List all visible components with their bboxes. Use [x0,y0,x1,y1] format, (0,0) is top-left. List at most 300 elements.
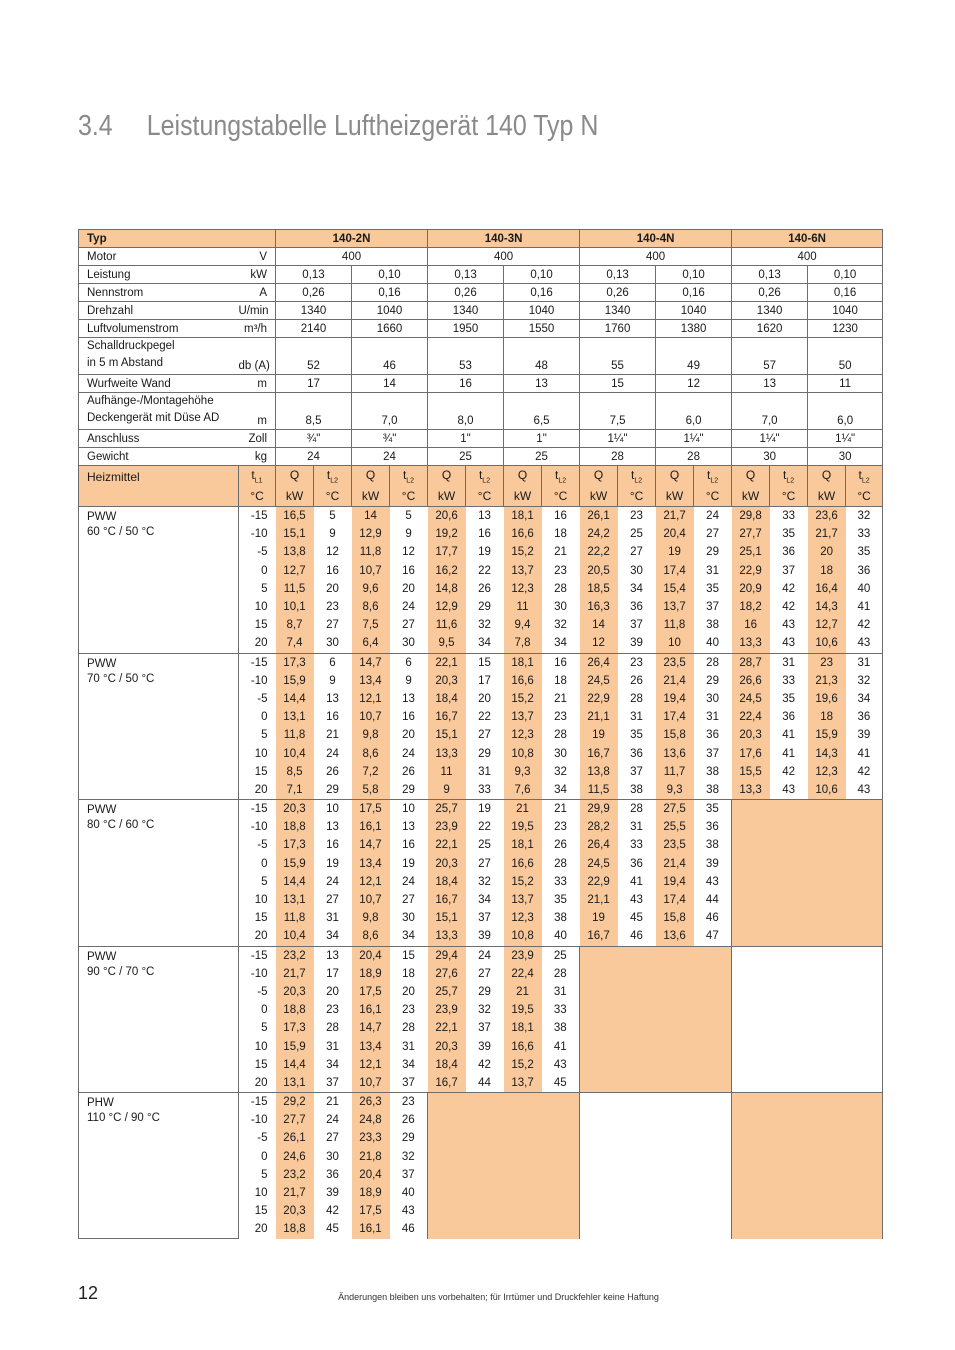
value-cell: 8,5 [276,763,314,781]
inlet-temp: 10 [239,598,276,616]
inlet-temp: 0 [239,1001,276,1019]
value-cell: 31 [542,983,580,1001]
spec-row [79,320,883,338]
value-cell: 39 [326,1187,339,1200]
column-unit: °C [781,488,796,503]
value-cell: 13,6 [656,744,694,762]
value-cell: 10,4 [276,744,314,762]
spec-value: 1¼" [656,430,732,448]
column-symbol: Q [821,468,832,483]
spec-label [79,248,239,266]
spec-value: 49 [656,338,732,375]
inlet-temp: 15 [239,909,276,927]
value-cell: 9,6 [352,580,390,598]
value-cell: 32 [554,619,567,632]
value-cell: 24 [402,875,415,888]
inlet-temp: -5 [239,690,276,708]
value-cell: 32 [554,765,567,778]
value-cell: 20,4 [352,1166,390,1184]
value-cell: 28,2 [580,818,618,836]
spec-label-line: in 5 m Abstand [87,357,164,369]
spec-label [79,430,239,448]
value-cell: 31 [478,765,491,778]
spec-value: 1760 [580,320,656,338]
value-cell: 30 [554,747,567,760]
value-cell: 41 [542,1037,580,1055]
value-cell: 21 [504,983,542,1001]
value-cell: 12,7 [808,616,846,634]
column-unit: °C [401,488,416,503]
value-cell: 11,8 [276,909,314,927]
medium-cell [79,800,239,947]
heizmittel-label: Heizmittel [79,466,239,507]
value-cell: 22,9 [732,562,770,580]
value-cell: 26 [554,839,567,852]
value-cell: 35 [706,582,719,595]
spec-value: 0,10 [808,266,883,284]
spec-value: 1040 [808,302,883,320]
value-cell: 11,8 [352,543,390,561]
value-cell: 15,9 [276,855,314,873]
value-cell: 39 [846,726,883,744]
spec-value: 14 [352,375,428,393]
column-symbol: Q [517,468,528,483]
value-cell: 16,7 [428,708,466,726]
spec-value: 0,13 [580,266,656,284]
value-cell: 42 [782,765,795,778]
value-cell: 31 [706,564,719,577]
value-cell: 20,4 [352,946,390,965]
value-cell: 37 [630,619,643,632]
value-cell: 28 [694,653,732,672]
value-cell: 24 [466,946,504,965]
value-cell: 18,8 [276,1001,314,1019]
value-cell: 16 [402,839,415,852]
value-cell: 36 [846,708,883,726]
column-header [542,466,580,507]
value-cell: 24 [326,747,339,760]
column-subscript: L2 [330,477,339,485]
value-cell: 18,1 [504,653,542,672]
spec-value: 1040 [504,302,580,320]
value-cell: 27,6 [428,965,466,983]
value-cell: 28 [554,729,567,742]
value-cell: 7,4 [276,634,314,653]
value-cell: 36 [694,818,732,836]
section-title-text: Leistungstabelle Luftheizgerät 140 Typ N [146,110,599,142]
spec-value: 1" [428,430,504,448]
spec-label-line: Deckengerät mit Düse AD [87,412,220,424]
value-cell: 26 [630,674,643,687]
value-cell: 29 [326,783,339,796]
spec-label-line: Luftvolumenstrom [87,322,179,335]
value-cell: 6 [390,653,428,672]
spec-value: 50 [808,338,883,375]
spec-value: 1¼" [808,430,883,448]
spec-row [79,393,883,430]
inlet-temp: -15 [239,507,276,526]
value-cell: 44 [478,1076,491,1089]
spec-unit: A [239,284,276,302]
spec-label-line: Leistung [87,268,131,281]
spec-value: 7,5 [580,393,656,430]
value-cell: 18 [808,708,846,726]
value-cell: 24,5 [580,855,618,873]
inlet-temp: 15 [239,763,276,781]
value-cell: 28 [554,857,567,870]
value-cell: 14,3 [808,744,846,762]
value-cell: 27,7 [732,525,770,543]
value-cell: 15,1 [276,525,314,543]
value-cell: 10,6 [808,634,846,653]
value-cell: 16 [542,653,580,672]
value-cell: 32 [478,1004,491,1017]
value-cell: 31 [630,821,643,834]
value-cell: 34 [478,637,491,650]
inlet-temp: 5 [239,726,276,744]
data-row [79,507,883,526]
value-cell: 22 [478,711,491,724]
spec-value: 6,5 [504,393,580,430]
value-cell: 10,8 [504,744,542,762]
spec-value: 1" [504,430,580,448]
value-cell: 16,4 [808,580,846,598]
value-cell: 29,2 [276,1093,314,1112]
value-cell: 15,4 [656,580,694,598]
spec-value: 25 [428,448,504,466]
spec-unit: Zoll [239,430,276,448]
value-cell: 18 [402,967,415,980]
column-header [694,466,732,507]
value-cell: 46 [630,930,643,943]
medium-temps: 90 °C / 70 °C [87,965,155,978]
value-cell: 9,8 [352,726,390,744]
column-subscript: L2 [482,477,491,485]
value-cell: 17,4 [656,562,694,580]
value-cell: 10,6 [808,781,846,800]
value-cell: 19,2 [428,525,466,543]
spec-label-line: Aufhänge-/Montagehöhe [87,395,214,407]
value-cell: 23,2 [276,1166,314,1184]
value-cell: 29,8 [732,507,770,526]
value-cell: 29 [402,783,415,796]
value-cell: 28 [554,582,567,595]
value-cell: 33 [554,875,567,888]
spec-label [79,302,239,320]
value-cell: 24,5 [732,690,770,708]
column-header [239,466,276,507]
value-cell: 13,8 [276,543,314,561]
spec-value: ¾" [276,430,352,448]
value-cell: 37 [706,747,719,760]
spec-value: 17 [276,375,352,393]
value-cell: 22,1 [428,1019,466,1037]
value-cell: 16,6 [504,1037,542,1055]
inlet-temp: 5 [239,1019,276,1037]
value-cell: 11,8 [656,616,694,634]
column-symbol: t [478,468,483,483]
value-cell: 14,7 [352,1019,390,1037]
value-cell: 37 [478,1022,491,1035]
inlet-temp: 5 [239,580,276,598]
value-cell: 22 [478,564,491,577]
column-unit: °C [325,488,340,503]
value-cell: 12 [580,634,618,653]
medium-cell [79,1093,239,1239]
value-cell: 41 [846,598,883,616]
value-cell: 36 [326,1168,339,1181]
value-cell: 19 [466,800,504,819]
value-cell: 9 [428,781,466,800]
value-cell: 27 [326,1132,339,1145]
spec-label-line: Anschluss [87,432,140,445]
column-header [732,466,770,507]
value-cell: 37 [706,601,719,614]
spec-value: 25 [504,448,580,466]
spec-unit: kg [239,448,276,466]
value-cell: 13,3 [732,634,770,653]
spec-value: 0,10 [656,266,732,284]
value-cell: 12,1 [352,873,390,891]
empty-cell [428,1093,580,1239]
value-cell: 43 [390,1202,428,1220]
value-cell: 32 [390,1148,428,1166]
value-cell: 23 [808,653,846,672]
column-unit: kW [513,488,532,503]
value-cell: 10,1 [276,598,314,616]
value-cell: 27 [326,619,339,632]
value-cell: 41 [846,744,883,762]
column-header [466,466,504,507]
value-cell: 27 [706,528,719,541]
value-cell: 36 [630,747,643,760]
inlet-temp: 15 [239,616,276,634]
value-cell: 34 [326,930,339,943]
value-cell: 42 [782,601,795,614]
column-header [770,466,808,507]
unit-cell [239,230,276,248]
value-cell: 25,5 [656,818,694,836]
value-cell: 29,4 [428,946,466,965]
inlet-temp: -15 [239,946,276,965]
value-cell: 26,4 [580,836,618,854]
value-cell: 12,1 [352,690,390,708]
value-cell: 18,9 [352,1184,390,1202]
spec-value: 28 [656,448,732,466]
value-cell: 8,7 [276,616,314,634]
value-cell: 27 [402,619,415,632]
value-cell: 17,3 [276,653,314,672]
value-cell: 30 [402,912,415,925]
value-cell: 21,7 [808,525,846,543]
spec-row [79,448,883,466]
value-cell: 20,3 [428,672,466,690]
medium-name: PWW [87,657,117,670]
spec-value: 0,16 [808,284,883,302]
inlet-temp: 10 [239,891,276,909]
value-cell: 34 [554,637,567,650]
empty-cell [732,800,883,947]
table-header-row [79,230,883,248]
value-cell: 14 [580,616,618,634]
value-cell: 21,4 [656,672,694,690]
spec-unit: m [239,375,276,393]
value-cell: 19 [326,857,339,870]
spec-value: 13 [504,375,580,393]
value-cell: 30 [554,601,567,614]
column-unit: kW [817,488,836,503]
value-cell: 6,4 [352,634,390,653]
value-cell: 5,8 [352,781,390,800]
spec-label-line: Gewicht [87,450,129,463]
value-cell: 20,9 [732,580,770,598]
value-cell: 18,5 [580,580,618,598]
value-cell: 13,7 [504,562,542,580]
footer-disclaimer: Änderungen bleiben uns vorbehalten; für Irrtümer und Druckfehler keine Haftung [338,1292,659,1302]
value-cell: 12,3 [504,580,542,598]
value-cell: 18,4 [428,873,466,891]
value-cell: 23 [554,564,567,577]
value-cell: 24 [326,875,339,888]
inlet-temp: 20 [239,1074,276,1093]
value-cell: 29 [390,1129,428,1147]
column-header [390,466,428,507]
value-cell: 21,7 [656,507,694,526]
data-row [79,653,883,672]
value-cell: 18,2 [732,598,770,616]
value-cell: 17 [326,967,339,980]
value-cell: 16,7 [428,1074,466,1093]
column-symbol: t [251,468,255,483]
value-cell: 38 [694,836,732,854]
medium-name: PWW [87,804,117,816]
value-cell: 19,6 [808,690,846,708]
spec-value: 15 [580,375,656,393]
value-cell: 13,6 [656,927,694,946]
value-cell: 34 [326,1058,339,1071]
spec-row [79,284,883,302]
value-cell: 24 [326,1114,339,1127]
value-cell: 27 [478,729,491,742]
value-cell: 26 [326,765,339,778]
value-cell: 26 [478,582,491,595]
value-cell: 18 [554,674,567,687]
inlet-temp: -10 [239,818,276,836]
column-unit: °C [857,488,871,503]
spec-value: 6,0 [656,393,732,430]
value-cell: 23 [554,821,567,834]
column-symbol: Q [593,468,604,483]
column-subscript: L2 [406,477,415,485]
value-cell: 13,1 [276,708,314,726]
value-cell: 23 [402,1004,415,1017]
performance-table [78,229,883,1239]
value-cell: 38 [630,783,643,796]
data-row [79,1093,883,1112]
spec-value: ¾" [352,430,428,448]
column-symbol: t [783,468,787,483]
inlet-temp: 0 [239,1148,276,1166]
value-cell: 15,9 [808,726,846,744]
inlet-temp: 0 [239,708,276,726]
value-cell: 42 [326,1205,339,1218]
spec-value: 400 [732,248,883,266]
inlet-temp: 20 [239,1220,276,1238]
inlet-temp: -15 [239,1093,276,1112]
value-cell: 43 [846,781,883,800]
value-cell: 28 [402,1022,415,1035]
value-cell: 37 [782,564,795,577]
value-cell: 18,4 [428,690,466,708]
value-cell: 21,8 [352,1148,390,1166]
value-cell: 38 [554,912,567,925]
value-cell: 17 [478,674,491,687]
value-cell: 16,6 [504,525,542,543]
column-unit: kW [665,488,684,503]
empty-cell [732,946,883,1093]
value-cell: 10 [390,800,428,819]
empty-cell [580,946,732,1093]
value-cell: 35 [554,894,567,907]
value-cell: 21 [504,800,542,819]
value-cell: 31 [706,711,719,724]
page-number: 12 [78,1283,99,1303]
value-cell: 16 [326,839,339,852]
value-cell: 23,5 [656,836,694,854]
value-cell: 13,1 [276,1074,314,1093]
spec-row [79,430,883,448]
value-cell: 15,1 [428,726,466,744]
spec-row [79,248,883,266]
value-cell: 33 [542,1001,580,1019]
value-cell: 33 [478,783,491,796]
value-cell: 18 [554,528,567,541]
value-cell: 16 [402,564,415,577]
inlet-temp: -15 [239,800,276,819]
value-cell: 21 [542,800,580,819]
inlet-temp: 0 [239,855,276,873]
value-cell: 11 [504,598,542,616]
value-cell: 20 [326,582,339,595]
spec-value: 400 [428,248,580,266]
value-cell: 39 [630,637,643,650]
value-cell: 16 [478,528,491,541]
value-cell: 25 [630,528,643,541]
value-cell: 26 [390,1111,428,1129]
inlet-temp: -10 [239,525,276,543]
spec-value: 1¼" [580,430,656,448]
value-cell: 28,7 [732,653,770,672]
spec-row [79,302,883,320]
value-cell: 25 [478,839,491,852]
value-cell: 14,4 [276,690,314,708]
value-cell: 23,9 [428,1001,466,1019]
column-unit: °C [553,488,568,503]
value-cell: 40 [706,637,719,650]
medium-cell [79,946,239,1093]
spec-label-line: Motor [87,250,117,263]
inlet-temp: -5 [239,983,276,1001]
value-cell: 19,5 [504,1001,542,1019]
spec-value: 8,0 [428,393,504,430]
value-cell: 10 [656,634,694,653]
value-cell: 13,4 [352,672,390,690]
value-cell: 37 [478,912,491,925]
value-cell: 18,1 [504,836,542,854]
value-cell: 13,7 [656,598,694,616]
value-cell: 10,4 [276,927,314,946]
spec-value: 1340 [732,302,808,320]
